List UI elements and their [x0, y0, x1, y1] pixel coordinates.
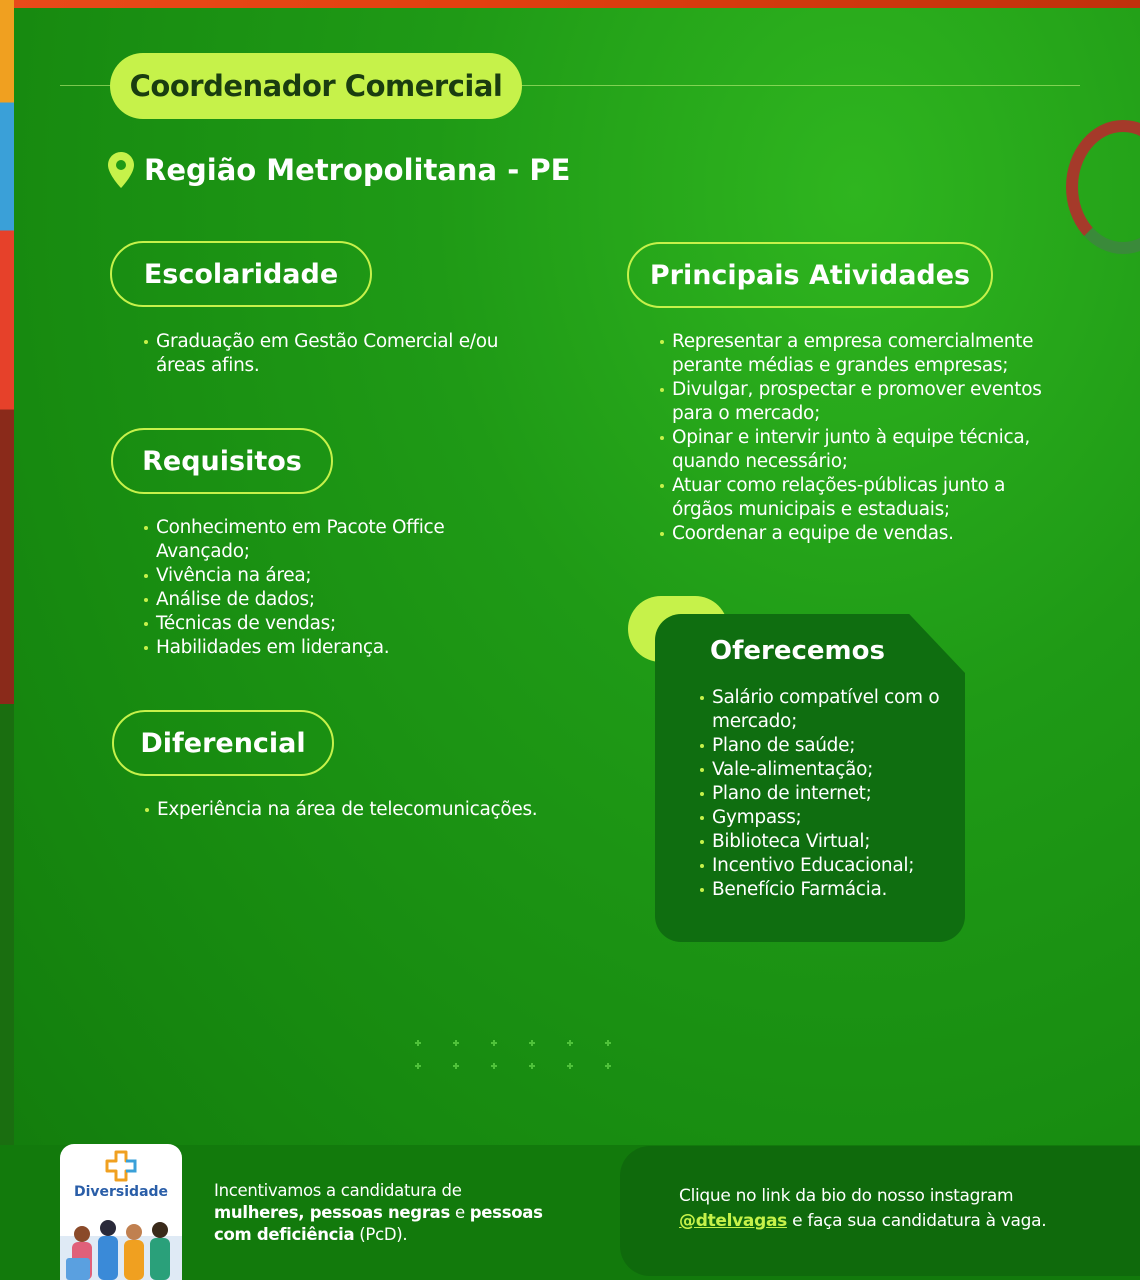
list-item: Representar a empresa comercialmente perante médias e grandes empresas;: [660, 330, 1070, 378]
escolaridade-heading-pill: [110, 241, 372, 307]
escolaridade-list: [144, 330, 544, 378]
instagram-handle-link[interactable]: @dtelvagas: [679, 1211, 787, 1231]
diversity-text-bold-2: pessoas com deficiência: [214, 1203, 543, 1244]
diferencial-list: [145, 798, 605, 822]
diversity-text-2: e: [450, 1203, 470, 1222]
list-item: Plano de internet;: [700, 782, 950, 806]
top-decoration-strip: [0, 0, 1140, 8]
people-illustration-icon: [60, 1206, 182, 1280]
requisitos-heading: Requisitos: [142, 445, 302, 477]
left-decoration-strip: [0, 0, 14, 1280]
list-item: Benefício Farmácia.: [700, 878, 950, 902]
location-row: [108, 150, 570, 190]
diversity-text-bold-1: mulheres, pessoas negras: [214, 1203, 451, 1222]
oferecemos-list: [700, 686, 950, 902]
list-item: Experiência na área de telecomunicações.: [145, 798, 605, 822]
diferencial-heading: Diferencial: [140, 727, 306, 759]
atividades-heading: Principais Atividades: [649, 259, 971, 291]
list-item: Coordenar a equipe de vendas.: [660, 522, 1070, 546]
list-item: Biblioteca Virtual;: [700, 830, 950, 854]
cross-logo-icon: [105, 1150, 137, 1182]
list-item: Técnicas de vendas;: [144, 612, 484, 636]
list-item: Atuar como relações-públicas junto a órgãos municipais e estaduais;: [660, 474, 1070, 522]
diversity-label: Diversidade: [73, 1184, 169, 1200]
oferecemos-heading: Oferecemos: [710, 636, 885, 666]
list-item: Plano de saúde;: [700, 734, 950, 758]
job-title-pill: [110, 53, 522, 119]
requisitos-list: [144, 516, 484, 660]
plus-grid-decoration: [410, 1038, 620, 1078]
list-item: Opinar e intervir junto à equipe técnica, quando necessário;: [660, 426, 1070, 474]
list-item: Divulgar, prospectar e promover eventos para o mercado;: [660, 378, 1070, 426]
list-item: Vivência na área;: [144, 564, 484, 588]
list-item: Conhecimento em Pacote Office Avançado;: [144, 516, 484, 564]
cta-line-2: e faça sua candidatura à vaga.: [786, 1211, 1047, 1231]
diversity-text-1: Incentivamos a candidatura de: [214, 1181, 462, 1200]
job-title: Coordenador Comercial: [129, 69, 503, 103]
cta-text: [679, 1184, 1099, 1234]
list-item: Graduação em Gestão Comercial e/ou áreas afins.: [144, 330, 544, 378]
list-item: Análise de dados;: [144, 588, 484, 612]
escolaridade-heading: Escolaridade: [143, 258, 339, 290]
diversity-statement: [214, 1180, 574, 1246]
requisitos-heading-pill: [111, 428, 333, 494]
location-text: Região Metropolitana - PE: [144, 153, 571, 187]
list-item: Incentivo Educacional;: [700, 854, 950, 878]
atividades-heading-pill: [627, 242, 993, 308]
list-item: Habilidades em liderança.: [144, 636, 484, 660]
right-ring-decoration: [1066, 120, 1140, 254]
list-item: Gympass;: [700, 806, 950, 830]
list-item: Vale-alimentação;: [700, 758, 950, 782]
diferencial-heading-pill: [112, 710, 334, 776]
atividades-list: [660, 330, 1070, 546]
diversity-card: [60, 1144, 182, 1280]
diversity-text-3: (PcD).: [354, 1225, 408, 1244]
cta-line-1: Clique no link da bio do nosso instagram: [679, 1186, 1014, 1206]
list-item: Salário compatível com o mercado;: [700, 686, 950, 734]
location-pin-icon: [108, 152, 134, 188]
